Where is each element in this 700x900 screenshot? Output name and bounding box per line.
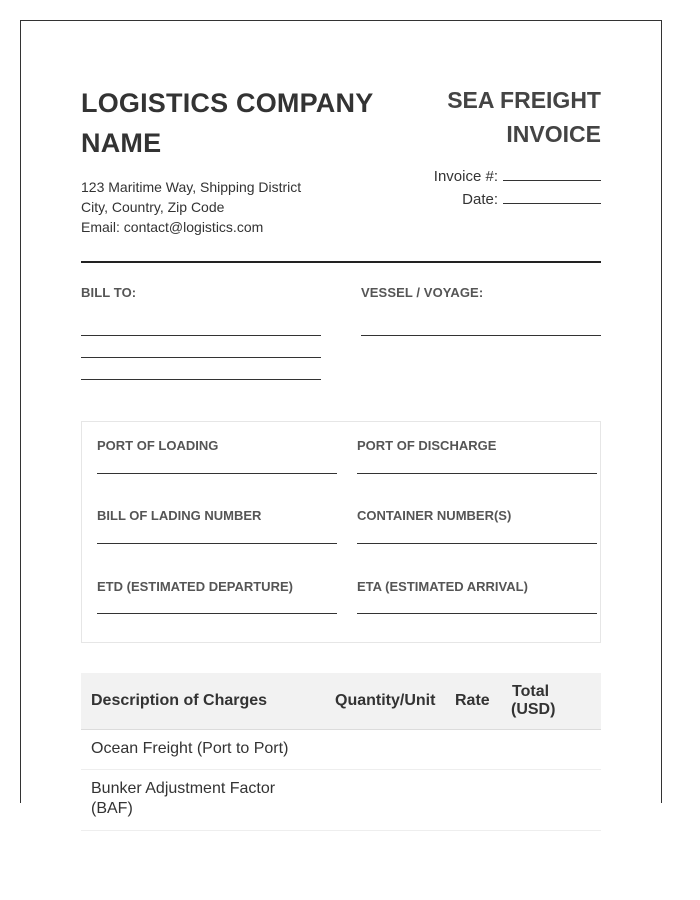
port-of-loading-line[interactable]: [97, 473, 337, 474]
etd-label: ETD (ESTIMATED DEPARTURE): [97, 579, 293, 594]
header-total-line-2: (USD): [511, 701, 556, 718]
invoice-meta: [434, 165, 601, 211]
invoice-date-row: [434, 188, 601, 211]
container-numbers-line[interactable]: [357, 543, 597, 544]
charges-table: [81, 673, 601, 831]
eta-line[interactable]: [357, 613, 597, 614]
invoice-number-label: Invoice #:: [433, 168, 498, 185]
vessel-voyage-label: VESSEL / VOYAGE:: [361, 285, 484, 300]
port-of-discharge-label: PORT OF DISCHARGE: [357, 438, 497, 453]
container-numbers-label: CONTAINER NUMBER(S): [357, 508, 512, 523]
header-total-line-1: Total: [512, 683, 550, 700]
company-name: LOGISTICS COMPANY NAME: [81, 88, 373, 158]
invoice-title-line-2: INVOICE: [506, 121, 601, 147]
invoice-title: [401, 83, 601, 151]
invoice-date-label: Date:: [462, 191, 498, 208]
invoice-date-field[interactable]: [503, 189, 601, 204]
bill-to-line-2[interactable]: [81, 357, 321, 358]
bill-to-label: BILL TO:: [81, 285, 137, 300]
bill-of-lading-label: BILL OF LADING NUMBER: [97, 508, 262, 523]
charge-description: Bunker Adjustment Factor (BAF): [91, 780, 276, 817]
charge-description: Ocean Freight (Port to Port): [91, 740, 289, 757]
invoice-page: [20, 20, 662, 817]
bill-to-line-3[interactable]: [81, 379, 321, 380]
bill-to-line-1[interactable]: [81, 335, 321, 336]
company-email: Email: contact@logistics.com: [81, 219, 264, 235]
address-line-2: City, Country, Zip Code: [81, 199, 225, 215]
header-total: [511, 683, 555, 719]
vessel-voyage-line[interactable]: [361, 335, 601, 336]
header-quantity: Quantity/Unit: [335, 692, 436, 709]
header-description: Description of Charges: [91, 692, 268, 709]
header-rate: Rate: [455, 692, 490, 709]
header-divider: [81, 261, 601, 263]
company-address: [81, 177, 301, 237]
charges-table-header: [81, 673, 601, 730]
shipment-details-box: [81, 421, 601, 643]
eta-label: ETA (ESTIMATED ARRIVAL): [357, 579, 528, 594]
table-row: [81, 730, 601, 770]
invoice-number-field[interactable]: [503, 166, 601, 181]
invoice-title-line-1: SEA FREIGHT: [447, 87, 601, 113]
bill-of-lading-line[interactable]: [97, 543, 337, 544]
table-row: [81, 770, 601, 831]
address-line-1: 123 Maritime Way, Shipping District: [81, 179, 302, 195]
invoice-number-row: [434, 165, 601, 188]
port-of-discharge-line[interactable]: [357, 473, 597, 474]
port-of-loading-label: PORT OF LOADING: [97, 438, 219, 453]
etd-line[interactable]: [97, 613, 337, 614]
